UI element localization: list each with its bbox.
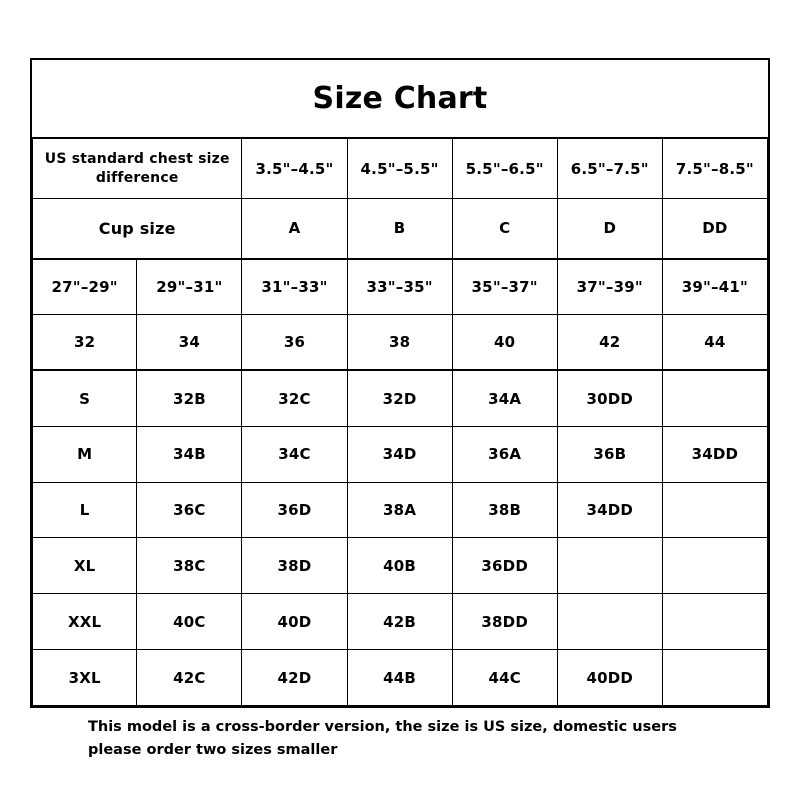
cell-underbust-5: 35"–37" bbox=[452, 259, 557, 315]
footnote-text: This model is a cross-border version, the size is US size, domestic users please order two sizes smaller bbox=[88, 719, 677, 759]
cell-s-3: 32D bbox=[347, 370, 452, 426]
cell-m-6: 34DD bbox=[662, 426, 767, 482]
table-row-size-s bbox=[33, 370, 768, 426]
cell-s-2: 32C bbox=[242, 370, 347, 426]
cell-band-5: 40 bbox=[452, 315, 557, 371]
page-title: Size Chart bbox=[33, 60, 768, 138]
cell-underbust-6: 37"–39" bbox=[557, 259, 662, 315]
table-row-size-m bbox=[33, 426, 768, 482]
cell-size-label-l: L bbox=[33, 482, 137, 538]
cell-size-label-xxl: XXL bbox=[33, 594, 137, 650]
cell-size-label-m: M bbox=[33, 426, 137, 482]
cell-3xl-3: 44B bbox=[347, 650, 452, 706]
cell-xl-6 bbox=[662, 538, 767, 594]
cell-size-label-3xl: 3XL bbox=[33, 650, 137, 706]
cell-l-2: 36D bbox=[242, 482, 347, 538]
cell-underbust-1: 27"–29" bbox=[33, 259, 137, 315]
cell-s-1: 32B bbox=[137, 370, 242, 426]
cell-l-3: 38A bbox=[347, 482, 452, 538]
cell-underbust-7: 39"–41" bbox=[662, 259, 767, 315]
row-label-cup-size: Cup size bbox=[33, 199, 242, 259]
table-row-size-xxl bbox=[33, 594, 768, 650]
cell-m-1: 34B bbox=[137, 426, 242, 482]
cell-m-3: 34D bbox=[347, 426, 452, 482]
cell-chest-difference-4: 6.5"–7.5" bbox=[557, 138, 662, 198]
cell-size-label-s: S bbox=[33, 370, 137, 426]
cell-m-4: 36A bbox=[452, 426, 557, 482]
cell-l-6 bbox=[662, 482, 767, 538]
cell-m-2: 34C bbox=[242, 426, 347, 482]
cell-xl-3: 40B bbox=[347, 538, 452, 594]
table-row-size-3xl bbox=[33, 650, 768, 706]
cell-underbust-4: 33"–35" bbox=[347, 259, 452, 315]
cell-3xl-2: 42D bbox=[242, 650, 347, 706]
cell-xxl-4: 38DD bbox=[452, 594, 557, 650]
table-row-chest-difference bbox=[33, 138, 768, 198]
cell-band-7: 44 bbox=[662, 315, 767, 371]
cell-3xl-5: 40DD bbox=[557, 650, 662, 706]
cell-xl-1: 38C bbox=[137, 538, 242, 594]
cell-s-6 bbox=[662, 370, 767, 426]
cell-size-label-xl: XL bbox=[33, 538, 137, 594]
table-row-cup-size bbox=[33, 199, 768, 259]
table-row-size-l bbox=[33, 482, 768, 538]
cell-band-4: 38 bbox=[347, 315, 452, 371]
cell-band-2: 34 bbox=[137, 315, 242, 371]
cell-l-5: 34DD bbox=[557, 482, 662, 538]
cell-xxl-5 bbox=[557, 594, 662, 650]
cell-cup-size-2: B bbox=[347, 199, 452, 259]
cell-underbust-3: 31"–33" bbox=[242, 259, 347, 315]
cell-underbust-2: 29"–31" bbox=[137, 259, 242, 315]
table-row-title bbox=[33, 60, 768, 138]
size-chart-table-frame bbox=[30, 58, 770, 708]
cell-3xl-6 bbox=[662, 650, 767, 706]
cell-cup-size-1: A bbox=[242, 199, 347, 259]
cell-l-1: 36C bbox=[137, 482, 242, 538]
cell-xl-4: 36DD bbox=[452, 538, 557, 594]
cell-xl-5 bbox=[557, 538, 662, 594]
cell-chest-difference-3: 5.5"–6.5" bbox=[452, 138, 557, 198]
cell-cup-size-5: DD bbox=[662, 199, 767, 259]
cell-band-1: 32 bbox=[33, 315, 137, 371]
cell-xxl-1: 40C bbox=[137, 594, 242, 650]
size-chart-table bbox=[32, 60, 768, 706]
cell-xxl-2: 40D bbox=[242, 594, 347, 650]
cell-3xl-1: 42C bbox=[137, 650, 242, 706]
cell-xxl-3: 42B bbox=[347, 594, 452, 650]
cell-chest-difference-1: 3.5"–4.5" bbox=[242, 138, 347, 198]
cell-band-3: 36 bbox=[242, 315, 347, 371]
cell-l-4: 38B bbox=[452, 482, 557, 538]
cell-cup-size-3: C bbox=[452, 199, 557, 259]
table-row-size-xl bbox=[33, 538, 768, 594]
cell-xxl-6 bbox=[662, 594, 767, 650]
cell-chest-difference-2: 4.5"–5.5" bbox=[347, 138, 452, 198]
table-row-underbust bbox=[33, 259, 768, 315]
cell-band-6: 42 bbox=[557, 315, 662, 371]
table-row-band bbox=[33, 315, 768, 371]
cell-s-5: 30DD bbox=[557, 370, 662, 426]
cell-3xl-4: 44C bbox=[452, 650, 557, 706]
cell-s-4: 34A bbox=[452, 370, 557, 426]
cell-cup-size-4: D bbox=[557, 199, 662, 259]
cell-m-5: 36B bbox=[557, 426, 662, 482]
cell-xl-2: 38D bbox=[242, 538, 347, 594]
row-label-chest-difference: US standard chest size difference bbox=[33, 138, 242, 198]
cell-chest-difference-5: 7.5"–8.5" bbox=[662, 138, 767, 198]
